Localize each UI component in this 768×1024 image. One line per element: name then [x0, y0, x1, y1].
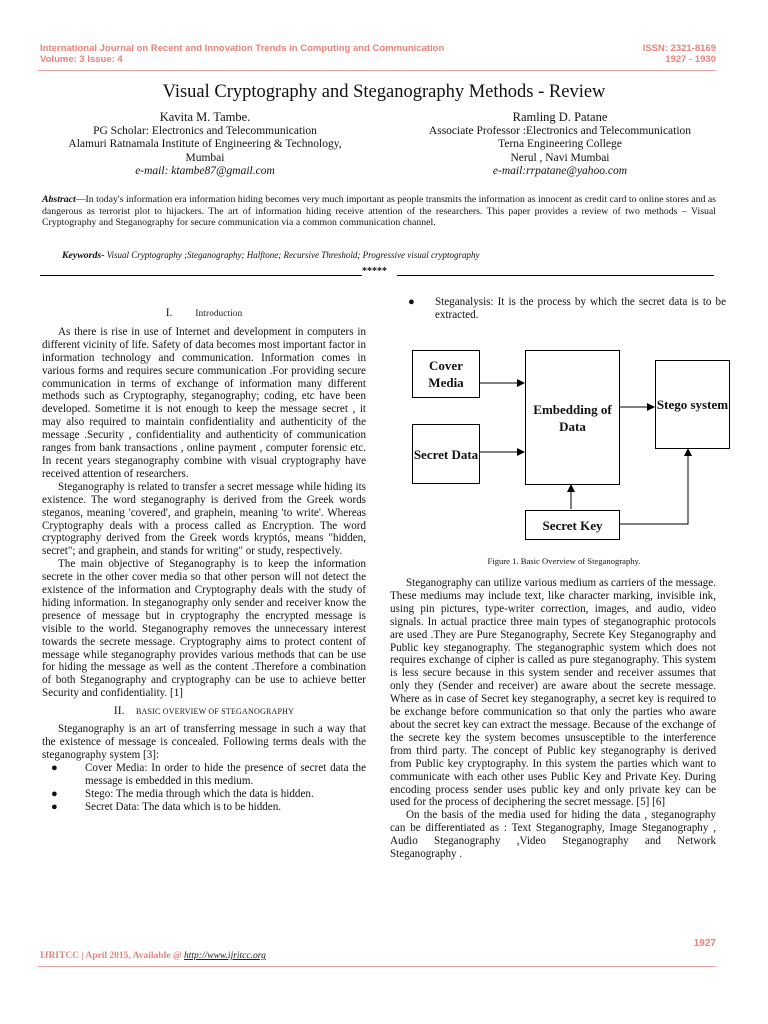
abstract-label: Abstract — [42, 194, 76, 205]
author-email: e-mail:rrpatane@yahoo.com — [492, 165, 628, 178]
list-item: ● Secret Data: The data which is to be hidden. — [51, 800, 282, 813]
paragraph: The main objective of Steganography is to keep the information secrete in the other cover media so that other person will not detect the existence of the information and Cryptography deals with the study of hiding information. In steganography only sender and receiver know the presence of message but in cryptography the encrypted message is visible to the world. Steganography removes the unnecessary interest towards the secrete message. Cryptography aims to protect content of message while steganography provides various methods that can be use for hiding the message as well as the content .Therefore a combination of both Steganography and cryptography can be use to achieve better Security and confidentiality. [1] — [42, 558, 366, 700]
keywords-text: Visual Cryptography ;Steganography; Halftone; Recursive Threshold; Progressive visual cryptography — [104, 250, 480, 260]
paragraph: As there is rise in use of Internet and development in computers in different vicinity of life. Safety of data becomes most important factor in information technology and communication. Information comes in various forms and requires secure communication .For providing secure communication in terms of exchange of information many different methods such as Cryptography, steganography; coding, etc have been developed. Sometime it is not enough to keep the message secret , it may also required to maintain confidentiality and authenticity of the message .Security , confidentiality and authenticity of communication ranges from bank transactions , online payment , computer forensic etc. In recent years steganography combine with visual cryptography have received attention of researchers. — [42, 325, 366, 480]
figure-caption: Figure 1. Basic Overview of Steganography. — [487, 556, 641, 566]
paragraph: Steganography is an art of transferring message in such a way that the existence of message is concealed. Following terms deals with the steganography system [3]: — [42, 723, 366, 761]
paragraph: Steganography is related to transfer a secret message while hiding its existence. The word steganography is derived from the Greek words steganos, meaning 'covered', and graphein, meaning 'to write'. Whereas Cryptography deals with a process called as Encryption. The word cryptography derived from the Greek words kryptós, means "hidden, secret"; and graphein, and stands for writing" or study, respectively. — [42, 480, 366, 558]
section-number: I. — [165, 307, 173, 319]
list-item: ● Stego: The media through which the data is hidden. — [51, 787, 314, 800]
right-column — [390, 577, 716, 861]
author-affiliation-line: Associate Professor :Electronics and Telecommunication — [428, 124, 692, 137]
footer-rule — [38, 966, 716, 967]
paper-title: Visual Cryptography and Steganography Methods - Review — [162, 82, 606, 102]
journal-issn: ISSN: 2321-8169 — [642, 43, 716, 54]
abstract-text: —In today's information era information hiding becomes very much important as people transmits the information as innocent as credit card to online stores and as dangerous as terrorist plot to hijackers. The art of information hiding receive attention of the researchers. This paper provides a review of two methods – Visual Cryptography and Steganography for secure communication via a common communication channel. — [42, 194, 716, 229]
list-item: ● Steganalysis: It is the process by which the secret data is to be extracted. — [408, 296, 726, 321]
author-email: e-mail: ktambe87@gmail.com — [135, 165, 275, 178]
section-title: BASIC OVERVIEW OF STEGANOGRAPHY — [135, 707, 295, 717]
author-affiliation-line: Alamuri Ratnamala Institute of Engineering & Technology, — [68, 138, 342, 151]
paragraph: Steganography can utilize various medium as carriers of the message. These mediums may include text, like character marking, invisible ink, using pin pictures, type-writer correction, images, and audio, video signals. In actual practice three main types of steganographic protocols are used .They are Pure Steganography, Secrete Key Steganography and Public key steganography. The steganographic system which does not requires exchange of cipher is called as pure steganography. This system is less secure because in this system sender and receiver assumes that only they (Sender and receiver) are aware about the secrete message. Where as in case of Secret key steganography, a secret key is required to be exchange before communication so that only the parties who aware about the secret key can extract the message. Because of the exchange of the secrete key the system becomes unsusceptible to the interference from third party. The concept of Public key steganography is derived from Public key cryptography. In this system the parties which want to communicate with each other uses Public Key and Private Key. During encoding process sender uses public key and only private key can be used for the process of deciphering the secret message. [5] [6] — [390, 577, 716, 809]
author-name: Ramling D. Patane — [512, 110, 608, 124]
secret-data-box: Secret Data — [412, 424, 480, 484]
separator-stars: ***** — [362, 266, 387, 277]
secret-key-box: Secret Key — [525, 510, 620, 540]
page-number: 1927 — [693, 938, 716, 949]
journal-name: International Journal on Recent and Innovation Trends in Computing and Communication — [40, 43, 445, 54]
journal-link[interactable]: http://www.ijritcc.org — [184, 951, 266, 961]
bullet-icon: ● — [51, 800, 58, 813]
journal-pages: 1927 - 1930 — [665, 54, 716, 65]
bullet-icon: ● — [51, 761, 58, 774]
bullet-icon: ● — [51, 787, 58, 800]
bullet-icon: ● — [408, 296, 415, 308]
list-item: ● Cover Media: In order to hide the presence of secret data the message is embedded in this medium. — [51, 761, 366, 787]
author-affiliation-line: Terna Engineering College — [498, 138, 622, 151]
keywords-label: Keywords- — [62, 250, 105, 261]
footer-text: IJRITCC | April 2015, Available @ http://www.ijritcc.org — [40, 951, 266, 961]
author-affiliation-line: PG Scholar: Electronics and Telecommunication — [93, 124, 317, 137]
paragraph: On the basis of the media used for hiding the data , steganography can be differentiated as : Text Steganography, Image Steganography , Audio Steganography ,Video Steganography and Network Steganography . — [390, 809, 716, 861]
cover-media-box: Cover Media — [412, 350, 480, 398]
journal-volume: Volume: 3 Issue: 4 — [40, 54, 123, 65]
author-affiliation-line: Nerul , Navi Mumbai — [510, 151, 610, 164]
author-name: Kavita M. Tambe. — [159, 110, 251, 124]
embedding-box: Embedding of Data — [525, 350, 620, 485]
section-title: Introduction — [195, 308, 243, 318]
section-number: II. — [113, 705, 125, 718]
author-affiliation-line: Mumbai — [185, 151, 225, 164]
stego-system-box: Stego system — [655, 360, 730, 449]
arrow-key-to-stego — [619, 449, 688, 524]
